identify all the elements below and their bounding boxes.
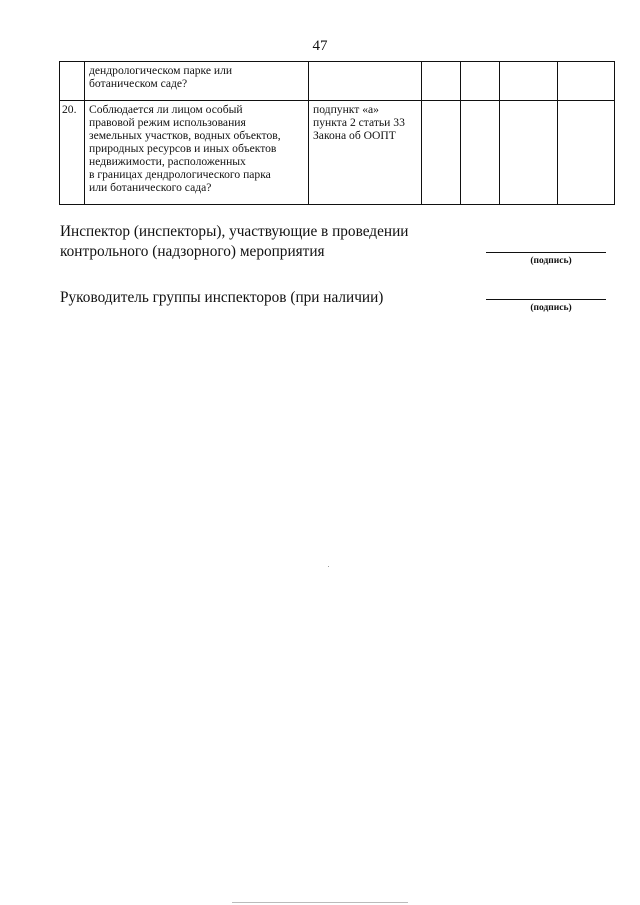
question-line: дендрологическом парке или bbox=[89, 64, 233, 77]
table-row bbox=[60, 101, 615, 205]
row-number: 20. bbox=[60, 101, 85, 205]
question-line: недвижимости, расположенных bbox=[89, 155, 246, 168]
answer-cell-no bbox=[461, 101, 500, 205]
note-cell bbox=[558, 62, 615, 101]
table-row bbox=[60, 62, 615, 101]
leader-label: Руководитель группы инспекторов (при наличии) bbox=[60, 289, 384, 306]
question-line: ботаническом саде? bbox=[89, 77, 188, 90]
leader-signature-line bbox=[486, 299, 606, 300]
inspector-signature-line bbox=[486, 252, 606, 253]
reference-cell bbox=[309, 62, 422, 101]
question-line: природных ресурсов и иных объектов bbox=[89, 142, 277, 155]
leader-signature-caption: (подпись) bbox=[530, 303, 572, 313]
inspector-signature-caption: (подпись) bbox=[530, 256, 572, 266]
answer-cell-na bbox=[500, 101, 558, 205]
scan-speck bbox=[328, 566, 329, 567]
reference-cell bbox=[309, 101, 422, 205]
row-number bbox=[60, 62, 85, 101]
question-cell bbox=[85, 101, 309, 205]
inspector-label-line1: Инспектор (инспекторы), участвующие в проведении bbox=[60, 223, 409, 240]
question-line: Соблюдается ли лицом особый bbox=[89, 103, 243, 116]
scan-edge-artifact bbox=[232, 902, 408, 903]
answer-cell-yes bbox=[422, 101, 461, 205]
reference-line: подпункт «а» bbox=[313, 103, 379, 116]
question-line: земельных участков, водных объектов, bbox=[89, 129, 281, 142]
checklist-table bbox=[59, 61, 615, 205]
answer-cell-no bbox=[461, 62, 500, 101]
reference-line: Закона об ООПТ bbox=[313, 129, 396, 142]
page-number: 47 bbox=[312, 38, 328, 54]
question-line: или ботанического сада? bbox=[89, 181, 212, 194]
answer-cell-na bbox=[500, 62, 558, 101]
note-cell bbox=[558, 101, 615, 205]
question-cell bbox=[85, 62, 309, 101]
question-line: в границах дендрологического парка bbox=[89, 168, 271, 181]
question-line: правовой режим использования bbox=[89, 116, 246, 129]
reference-line: пункта 2 статьи 33 bbox=[313, 116, 405, 129]
inspector-label-line2: контрольного (надзорного) мероприятия bbox=[60, 243, 325, 260]
answer-cell-yes bbox=[422, 62, 461, 101]
